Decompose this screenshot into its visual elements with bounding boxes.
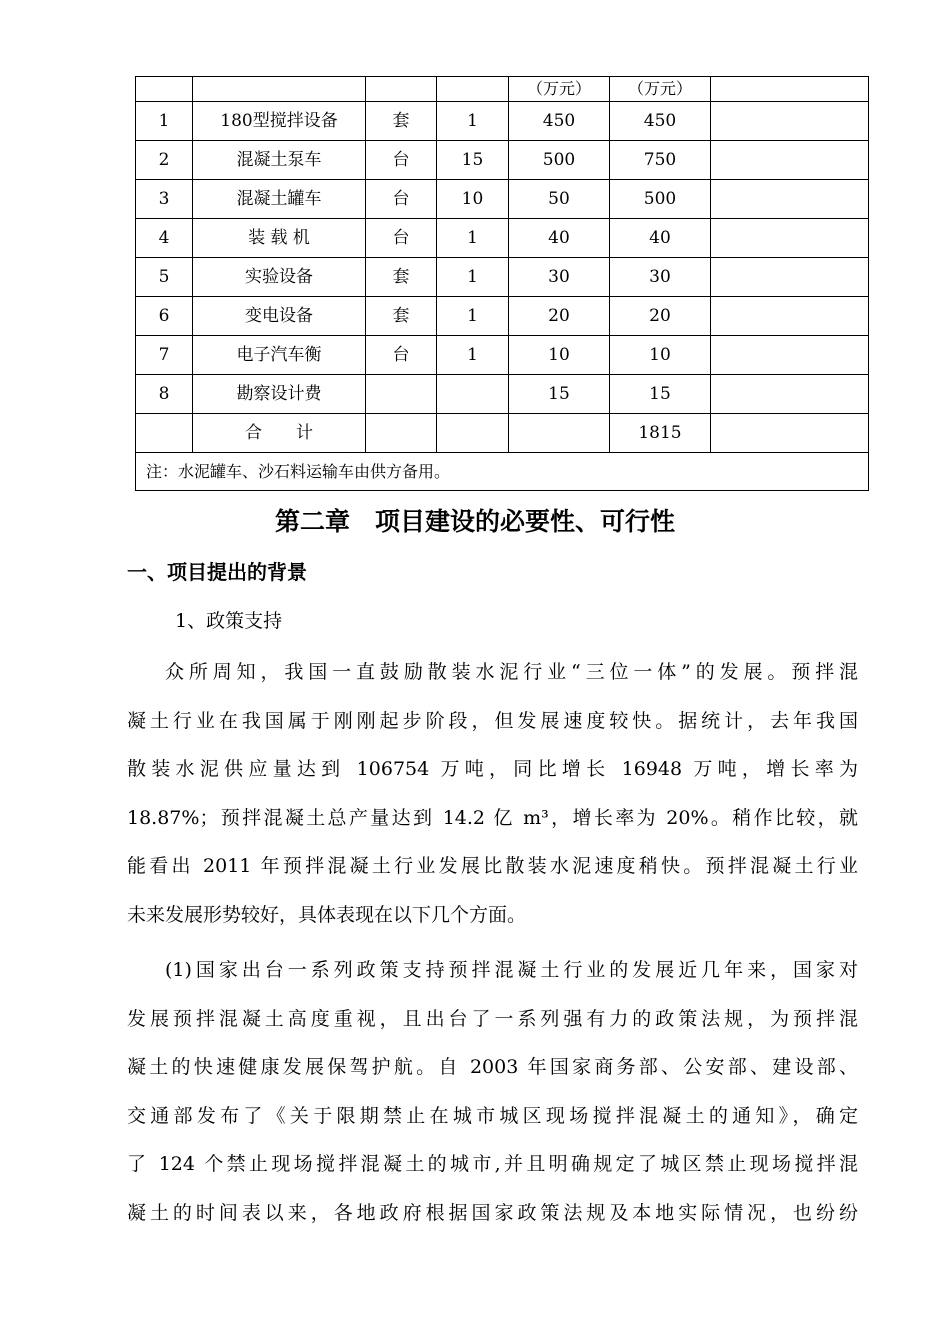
cell-name: 混凝土泵车 [193,141,366,180]
table-row [136,180,869,219]
cell-amount: 750 [610,141,711,180]
cell-index: 6 [136,297,193,336]
cell-quantity: 1 [437,258,509,297]
cell-amount: 15 [610,375,711,414]
cell-quantity: 10 [437,180,509,219]
cell-amount: 450 [610,102,711,141]
cell-unit: 台 [366,336,437,375]
header-cell-unit-price: （万元） [509,77,610,102]
paragraph-line: 18.87%；预拌混凝土总产量达到 14.2 亿 m³，增长率为 20%。稍作比较，就 [127,806,858,829]
paragraph-line: 了 124 个禁止现场搅拌混凝土的城市,并且明确规定了城区禁止现场搅拌混 [127,1153,858,1175]
table-header-row [136,77,869,102]
cell-name: 勘察设计费 [193,375,366,414]
cell-amount: 40 [610,219,711,258]
paragraph-line: 散装水泥供应量达到 106754 万吨，同比增长 16948 万吨，增长率为 [127,758,858,780]
cell-quantity: 1 [437,297,509,336]
cell-unit: 套 [366,102,437,141]
cell-unit-price: 20 [509,297,610,336]
cell-quantity [437,375,509,414]
cell-empty [509,414,610,453]
header-cell-amount: （万元） [610,77,711,102]
cell-unit: 套 [366,258,437,297]
table-row [136,375,869,414]
cell-unit-price: 50 [509,180,610,219]
cell-name: 混凝土罐车 [193,180,366,219]
table-row [136,102,869,141]
cell-index: 7 [136,336,193,375]
table-row [136,141,869,180]
cell-index: 8 [136,375,193,414]
cell-quantity: 1 [437,336,509,375]
cell-name: 装 载 机 [193,219,366,258]
paragraph-line: 众所周知，我国一直鼓励散装水泥行业“三位一体”的发展。预拌混 [165,661,858,683]
cell-unit-price: 10 [509,336,610,375]
cell-empty [437,414,509,453]
cell-amount: 500 [610,180,711,219]
cell-remark [711,336,869,375]
cell-unit: 台 [366,219,437,258]
paragraph-line: 发展预拌混凝土高度重视，且出台了一系列强有力的政策法规，为预拌混 [127,1007,858,1030]
header-cell [711,77,869,102]
subsection-title: 1、政策支持 [175,610,283,632]
cell-remark [711,375,869,414]
cell-name: 实验设备 [193,258,366,297]
cell-unit [366,375,437,414]
cell-quantity: 1 [437,219,509,258]
cell-remark [711,219,869,258]
cell-index: 4 [136,219,193,258]
cell-unit: 套 [366,297,437,336]
cell-unit-price: 30 [509,258,610,297]
header-cell [437,77,509,102]
total-label: 合 计 [193,414,366,453]
table-note-row [136,453,869,491]
cell-unit-price: 450 [509,102,610,141]
chapter-title: 第二章 项目建设的必要性、可行性 [274,507,675,536]
cell-empty [711,414,869,453]
cell-amount: 20 [610,297,711,336]
cell-remark [711,180,869,219]
cell-index: 3 [136,180,193,219]
cell-empty [136,414,193,453]
header-cell [366,77,437,102]
paragraph-national-policy [127,946,858,1237]
equipment-table [135,76,869,491]
cell-unit-price: 15 [509,375,610,414]
cell-index: 2 [136,141,193,180]
paragraph-line: 交通部发布了《关于限期禁止在城市城区现场搅拌混凝土的通知》，确定 [127,1104,858,1127]
cell-unit-price: 500 [509,141,610,180]
paragraph-line: 凝土行业在我国属于刚刚起步阶段，但发展速度较快。据统计，去年我国 [127,709,858,732]
cell-remark [711,258,869,297]
paragraph-line: 凝土的时间表以来，各地政府根据国家政策法规及本地实际情况，也纷纷 [127,1201,858,1224]
cell-unit-price: 40 [509,219,610,258]
cell-quantity: 1 [437,102,509,141]
cell-amount: 10 [610,336,711,375]
cell-quantity: 15 [437,141,509,180]
paragraph-line: 未来发展形势较好，具体表现在以下几个方面。 [127,903,527,926]
table-total-row [136,414,869,453]
paragraph-line: 凝土的快速健康发展保驾护航。自 2003 年国家商务部、公安部、建设部、 [127,1056,858,1078]
cell-unit: 台 [366,141,437,180]
table-note: 注：水泥罐车、沙石料运输车由供方备用。 [136,453,869,491]
cell-unit: 台 [366,180,437,219]
paragraph-policy-background [127,648,858,939]
cell-remark [711,297,869,336]
cell-empty [366,414,437,453]
cell-amount: 30 [610,258,711,297]
paragraph-line: 能看出 2011 年预拌混凝土行业发展比散装水泥速度稍快。预拌混凝土行业 [127,855,858,877]
cell-index: 5 [136,258,193,297]
cell-remark [711,102,869,141]
table-row [136,258,869,297]
cell-name: 电子汽车衡 [193,336,366,375]
header-cell [136,77,193,102]
cell-remark [711,141,869,180]
total-value: 1815 [610,414,711,453]
cell-index: 1 [136,102,193,141]
paragraph-line: (1)国家出台一系列政策支持预拌混凝土行业的发展近几年来，国家对 [165,959,858,981]
header-cell [193,77,366,102]
cell-name: 变电设备 [193,297,366,336]
table-row [136,297,869,336]
table-row [136,336,869,375]
section-title: 一、项目提出的背景 [127,560,307,584]
table-row [136,219,869,258]
cell-name: 180型搅拌设备 [193,102,366,141]
